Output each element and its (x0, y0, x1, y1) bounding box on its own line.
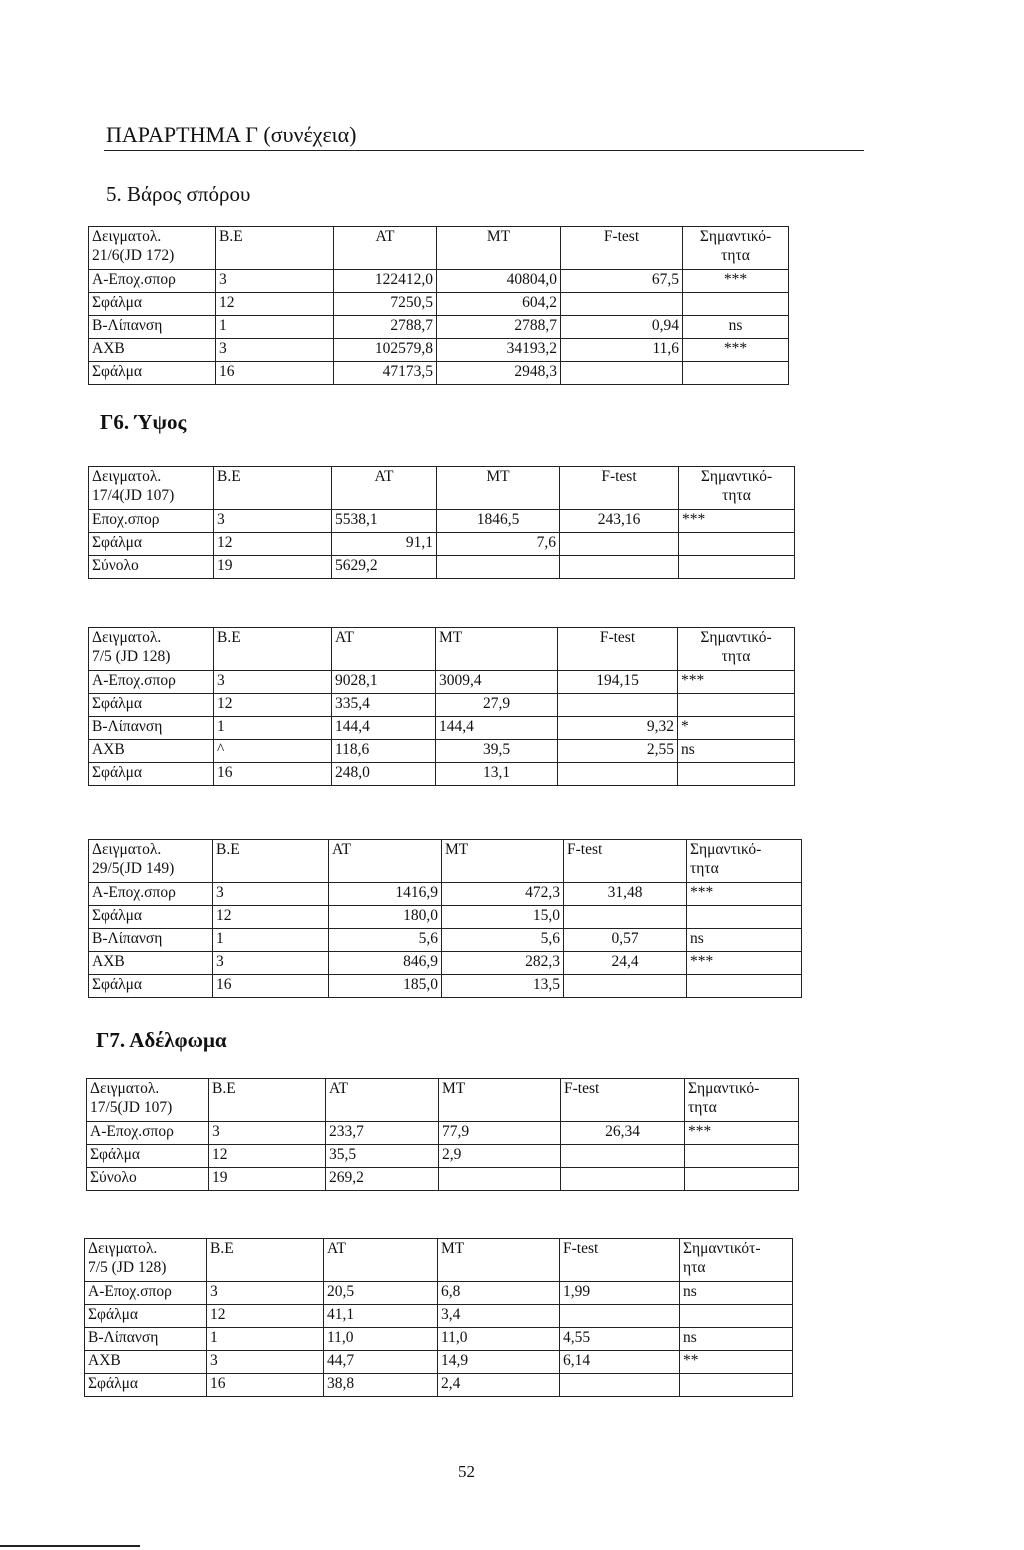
table-cell: 3009,4 (436, 671, 558, 694)
table-cell (683, 293, 789, 316)
table-row (89, 740, 795, 763)
table-cell: *** (678, 671, 795, 694)
table-cell: 6,8 (438, 1282, 560, 1305)
table-cell: 6,14 (560, 1351, 680, 1374)
table-cell: Α-Εποχ.σπορ (87, 1122, 209, 1145)
table-cell: Σφάλμα (87, 1145, 209, 1168)
table-cell: Σφάλμα (89, 906, 213, 929)
header-df: Β.Ε (214, 628, 332, 671)
table-cell: 180,0 (329, 906, 442, 929)
table-cell: 12 (214, 694, 332, 717)
table-cell: 7,6 (437, 533, 560, 556)
table-cell: 16 (207, 1374, 324, 1397)
table-cell: 1 (213, 929, 329, 952)
table-cell: 233,7 (326, 1122, 439, 1145)
header-rule (104, 150, 864, 151)
table-cell (685, 1145, 799, 1168)
table-cell (679, 556, 795, 579)
table-cell: ns (678, 740, 795, 763)
table-cell: 13,1 (436, 763, 558, 786)
header-ftest: F-test (560, 1239, 680, 1282)
table-cell: 1416,9 (329, 883, 442, 906)
table-row (89, 763, 795, 786)
table-cell: 11,6 (561, 339, 683, 362)
table-cell (560, 556, 679, 579)
table-cell: 3 (214, 510, 332, 533)
table-cell: *** (687, 952, 802, 975)
table-cell: ΑΧΒ (89, 339, 216, 362)
table-cell: 122412,0 (334, 270, 437, 293)
table-cell: 40804,0 (437, 270, 561, 293)
table-row (85, 1305, 793, 1328)
table-cell: ns (683, 316, 789, 339)
table-cell (561, 1168, 685, 1191)
table-cell: 34193,2 (437, 339, 561, 362)
table-cell (558, 694, 678, 717)
table-row (89, 929, 802, 952)
page-header: ΠΑΡΑΡΤΗΜΑ Γ (συνέχεια) (106, 122, 357, 147)
table-cell: Σφάλμα (89, 293, 216, 316)
table-cell: 11,0 (324, 1328, 438, 1351)
table-cell: 118,6 (332, 740, 436, 763)
table-cell: Σφάλμα (89, 694, 214, 717)
table-row (89, 906, 802, 929)
header-ftest: F-test (560, 467, 679, 510)
table-row (89, 533, 795, 556)
table-cell: 20,5 (324, 1282, 438, 1305)
table-cell: 3 (207, 1282, 324, 1305)
table-cell: 1 (207, 1328, 324, 1351)
table-cell: 1,99 (560, 1282, 680, 1305)
table-row (89, 556, 795, 579)
table-cell: 12 (216, 293, 334, 316)
table-cell (683, 362, 789, 385)
table-cell (561, 362, 683, 385)
table-row (89, 510, 795, 533)
table-cell: 2,55 (558, 740, 678, 763)
table-cell: 14,9 (438, 1351, 560, 1374)
table-cell: ΑΧΒ (85, 1351, 207, 1374)
table-cell (680, 1374, 793, 1397)
table-cell (560, 533, 679, 556)
table-cell: 1 (216, 316, 334, 339)
header-ms: ΜΤ (437, 467, 560, 510)
table-header-row (89, 467, 795, 510)
table-cell: 248,0 (332, 763, 436, 786)
header-ms: ΜΤ (438, 1239, 560, 1282)
header-ss: ΑΤ (332, 467, 437, 510)
table-cell: ns (687, 929, 802, 952)
table-cell: 7250,5 (334, 293, 437, 316)
table-cell: 5,6 (442, 929, 564, 952)
table-cell: 19 (214, 556, 332, 579)
table-cell (564, 906, 687, 929)
table-cell: 4,55 (560, 1328, 680, 1351)
table-cell: *** (687, 883, 802, 906)
table-cell: 144,4 (436, 717, 558, 740)
table-row (89, 362, 789, 385)
table-cell: 0,57 (564, 929, 687, 952)
table-cell: 41,1 (324, 1305, 438, 1328)
header-sampling: Δειγματολ. 21/6(JD 172) (89, 227, 216, 270)
table-row (87, 1168, 799, 1191)
table-header-row (87, 1079, 799, 1122)
table-cell: 16 (214, 763, 332, 786)
table-cell: 24,4 (564, 952, 687, 975)
table-row (85, 1282, 793, 1305)
table-cell (678, 694, 795, 717)
table-cell: ** (680, 1351, 793, 1374)
table-header-row (89, 628, 795, 671)
table-cell: 13,5 (442, 975, 564, 998)
table-cell: 35,5 (326, 1145, 439, 1168)
table-cell (437, 556, 560, 579)
header-significance: Σημαντικό- τητα (685, 1079, 799, 1122)
table-cell: 12 (209, 1145, 326, 1168)
table-cell: 3 (213, 952, 329, 975)
table-cell: 5629,2 (332, 556, 437, 579)
table-row (89, 316, 789, 339)
table-cell: Α-Εποχ.σπορ (85, 1282, 207, 1305)
header-ss: ΑΤ (332, 628, 436, 671)
header-sampling: Δειγματολ. 17/5(JD 107) (87, 1079, 209, 1122)
table-cell: Σφάλμα (89, 975, 213, 998)
table-cell: Σύνολο (87, 1168, 209, 1191)
table-cell (560, 1374, 680, 1397)
table-cell: 3 (216, 339, 334, 362)
table-cell: 5,6 (329, 929, 442, 952)
header-df: Β.Ε (216, 227, 334, 270)
table-cell: 12 (214, 533, 332, 556)
table-cell (687, 906, 802, 929)
table-cell: 38,8 (324, 1374, 438, 1397)
table-cell: Β-Λίπανση (85, 1328, 207, 1351)
header-ftest: F-test (561, 227, 683, 270)
header-sampling: Δειγματολ. 7/5 (JD 128) (89, 628, 214, 671)
anova-table-2 (88, 466, 795, 579)
header-significance: Σημαντικό- τητα (679, 467, 795, 510)
table-cell: 102579,8 (334, 339, 437, 362)
table-cell: 16 (213, 975, 329, 998)
footer-rule (0, 1545, 140, 1547)
anova-table-4 (88, 839, 802, 998)
anova-table-1 (88, 226, 789, 385)
header-ms: ΜΤ (439, 1079, 561, 1122)
table-cell: 91,1 (332, 533, 437, 556)
table-cell: 2948,3 (437, 362, 561, 385)
header-ss: ΑΤ (329, 840, 442, 883)
header-ms: ΜΤ (437, 227, 561, 270)
table-header-row (89, 227, 789, 270)
table-cell: 12 (213, 906, 329, 929)
section-title-height: Γ6. Ύψος (100, 410, 187, 434)
header-significance: Σημαντικότ- ητα (680, 1239, 793, 1282)
table-cell: Σφάλμα (89, 362, 216, 385)
table-cell: 31,48 (564, 883, 687, 906)
header-df: Β.Ε (213, 840, 329, 883)
header-df: Β.Ε (214, 467, 332, 510)
table-row (87, 1122, 799, 1145)
header-sampling: Δειγματολ. 7/5 (JD 128) (85, 1239, 207, 1282)
table-row (89, 975, 802, 998)
table-cell (561, 293, 683, 316)
table-cell (564, 975, 687, 998)
table-cell: 3 (207, 1351, 324, 1374)
header-sampling: Δειγματολ. 29/5(JD 149) (89, 840, 213, 883)
table-row (89, 270, 789, 293)
page-number: 52 (458, 1462, 475, 1481)
table-cell: 15,0 (442, 906, 564, 929)
table-cell: Σφάλμα (85, 1374, 207, 1397)
table-cell: 1 (214, 717, 332, 740)
table-cell: 335,4 (332, 694, 436, 717)
table-cell: 243,16 (560, 510, 679, 533)
table-row (89, 694, 795, 717)
table-cell: Β-Λίπανση (89, 717, 214, 740)
table-cell: Σφάλμα (85, 1305, 207, 1328)
header-significance: Σημαντικό- τητα (678, 628, 795, 671)
table-cell: 846,9 (329, 952, 442, 975)
table-cell: 47173,5 (334, 362, 437, 385)
header-significance: Σημαντικό- τητα (687, 840, 802, 883)
table-cell: 0,94 (561, 316, 683, 339)
table-header-row (89, 840, 802, 883)
table-cell: *** (683, 339, 789, 362)
header-df: Β.Ε (207, 1239, 324, 1282)
section-title-seed-weight: 5. Βάρος σπόρου (106, 182, 251, 206)
table-row (87, 1145, 799, 1168)
table-cell: 26,34 (561, 1122, 685, 1145)
table-row (89, 293, 789, 316)
table-cell: Β-Λίπανση (89, 929, 213, 952)
table-cell: Εποχ.σπορ (89, 510, 214, 533)
table-cell: 3 (216, 270, 334, 293)
table-cell: 2,9 (439, 1145, 561, 1168)
table-cell (679, 533, 795, 556)
header-ftest: F-test (558, 628, 678, 671)
table-cell: 3 (214, 671, 332, 694)
header-sampling: Δειγματολ. 17/4(JD 107) (89, 467, 214, 510)
header-ss: ΑΤ (334, 227, 437, 270)
table-cell: 16 (216, 362, 334, 385)
table-cell: 144,4 (332, 717, 436, 740)
table-cell: 39,5 (436, 740, 558, 763)
table-cell (687, 975, 802, 998)
table-cell: 77,9 (439, 1122, 561, 1145)
table-cell: Α-Εποχ.σπορ (89, 270, 216, 293)
table-row (89, 671, 795, 694)
table-row (89, 883, 802, 906)
header-ftest: F-test (561, 1079, 685, 1122)
table-cell: Σφάλμα (89, 533, 214, 556)
header-ss: ΑΤ (326, 1079, 439, 1122)
table-cell (680, 1305, 793, 1328)
table-row (85, 1374, 793, 1397)
table-cell: 194,15 (558, 671, 678, 694)
table-cell (558, 763, 678, 786)
table-cell: 2788,7 (437, 316, 561, 339)
table-cell: *** (683, 270, 789, 293)
anova-table-5 (86, 1078, 799, 1191)
table-header-row (85, 1239, 793, 1282)
table-cell: 1846,5 (437, 510, 560, 533)
table-cell: Σφάλμα (89, 763, 214, 786)
table-row (89, 339, 789, 362)
anova-table-3 (88, 627, 795, 786)
table-cell: 269,2 (326, 1168, 439, 1191)
header-significance: Σημαντικό- τητα (683, 227, 789, 270)
header-df: Β.Ε (209, 1079, 326, 1122)
table-row (89, 717, 795, 740)
table-cell: Σύνολο (89, 556, 214, 579)
table-cell: 19 (209, 1168, 326, 1191)
table-cell: ns (680, 1328, 793, 1351)
table-cell: *** (679, 510, 795, 533)
table-cell: *** (685, 1122, 799, 1145)
table-cell: 282,3 (442, 952, 564, 975)
anova-table-6 (84, 1238, 793, 1397)
table-cell: 472,3 (442, 883, 564, 906)
table-cell: 11,0 (438, 1328, 560, 1351)
table-cell (560, 1305, 680, 1328)
table-cell: 3 (213, 883, 329, 906)
table-row (89, 952, 802, 975)
table-cell (561, 1145, 685, 1168)
table-cell: 9028,1 (332, 671, 436, 694)
table-cell: 44,7 (324, 1351, 438, 1374)
table-row (85, 1328, 793, 1351)
table-cell: ΑΧΒ (89, 952, 213, 975)
table-cell: 5538,1 (332, 510, 437, 533)
table-cell (685, 1168, 799, 1191)
table-cell: * (678, 717, 795, 740)
table-cell: 9,32 (558, 717, 678, 740)
table-cell: Β-Λίπανση (89, 316, 216, 339)
table-cell: ΑΧΒ (89, 740, 214, 763)
table-cell: 604,2 (437, 293, 561, 316)
table-cell: 185,0 (329, 975, 442, 998)
section-title-tillering: Γ7. Αδέλφωμα (96, 1028, 227, 1052)
table-cell: 3,4 (438, 1305, 560, 1328)
table-row (85, 1351, 793, 1374)
table-cell: 3 (209, 1122, 326, 1145)
header-ss: ΑΤ (324, 1239, 438, 1282)
header-ms: ΜΤ (442, 840, 564, 883)
table-cell (439, 1168, 561, 1191)
table-cell: 27,9 (436, 694, 558, 717)
table-cell: 67,5 (561, 270, 683, 293)
table-cell: 12 (207, 1305, 324, 1328)
table-cell: Α-Εποχ.σπορ (89, 671, 214, 694)
header-ms: ΜΤ (436, 628, 558, 671)
table-cell: 2788,7 (334, 316, 437, 339)
header-ftest: F-test (564, 840, 687, 883)
table-cell: ^ (214, 740, 332, 763)
table-cell: ns (680, 1282, 793, 1305)
table-cell: 2,4 (438, 1374, 560, 1397)
table-cell (678, 763, 795, 786)
table-cell: Α-Εποχ.σπορ (89, 883, 213, 906)
